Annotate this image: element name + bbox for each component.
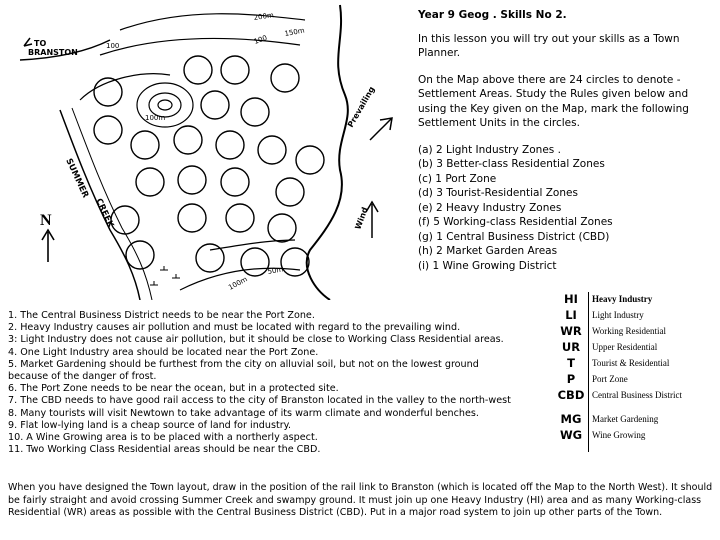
settlement-circle[interactable] xyxy=(131,131,159,159)
key-abbr: WG xyxy=(559,428,583,442)
map-key xyxy=(554,292,716,444)
key-desc: Central Business District xyxy=(592,390,682,400)
key-desc: Wine Growing xyxy=(592,430,646,440)
key-desc: Light Industry xyxy=(592,310,644,320)
key-row xyxy=(554,412,716,428)
settlement-units-list xyxy=(418,143,714,274)
rule-item: 11. Two Working Class Residential areas should be near the CBD. xyxy=(8,444,321,456)
key-abbr: WR xyxy=(560,324,582,338)
key-divider xyxy=(588,292,589,452)
key-abbr: MG xyxy=(560,412,582,426)
contour-150 xyxy=(100,38,300,55)
list-item: (i) 1 Wine Growing District xyxy=(418,259,557,272)
list-item: (f) 5 Working-class Residential Zones xyxy=(418,216,613,228)
rules-list xyxy=(8,310,556,456)
hill-contour-top xyxy=(158,100,172,110)
key-row xyxy=(554,308,716,324)
settlement-circles xyxy=(94,56,324,276)
settlement-circle[interactable] xyxy=(296,146,324,174)
key-row xyxy=(554,428,716,444)
key-row xyxy=(554,292,716,308)
footer-instructions: When you have designed the Town layout, draw in the position of the rail link to Branston (which is located off the Map to the North West). It should be fairly straight and avoid crossing Summer Creek and swampy ground. It must join up one Heavy Industry (HI) area and as many Working-class Residential (WR) areas as possible with the Central Business District (CBD). Put in a major road system to join up other parts of the Town. xyxy=(8,482,713,519)
settlement-circle[interactable] xyxy=(258,136,286,164)
key-row xyxy=(554,324,716,340)
key-row xyxy=(554,388,716,412)
prevailing-wind-arrow xyxy=(370,118,392,140)
key-abbr: CBD xyxy=(557,388,585,402)
key-row xyxy=(554,372,716,388)
wind-label: Wind xyxy=(353,205,370,231)
rule-item: 1. The Central Business District needs to be near the Port Zone. xyxy=(8,310,315,321)
key-abbr: HI xyxy=(564,292,578,306)
key-desc: Market Gardening xyxy=(592,414,659,424)
summer-label: SUMMER xyxy=(63,157,91,200)
settlement-map xyxy=(0,0,410,300)
contour-100-low-label: 100 xyxy=(252,33,269,46)
north-arrow xyxy=(42,230,54,262)
key-desc: Upper Residential xyxy=(592,342,658,352)
key-desc: Tourist & Residential xyxy=(592,358,670,368)
list-item: (d) 3 Tourist-Residential Zones xyxy=(418,187,578,199)
key-row xyxy=(554,356,716,372)
contour-200-label: 200m xyxy=(253,11,275,22)
key-abbr: LI xyxy=(565,308,577,322)
key-abbr: P xyxy=(566,372,576,386)
to-label: TO xyxy=(34,39,47,48)
contour-100-hill-label: 100m xyxy=(145,114,166,122)
settlement-circle[interactable] xyxy=(241,248,269,276)
creek-label: CREEK xyxy=(93,197,116,230)
rule-item: 10. A Wine Growing area is to be placed with a northerly aspect. xyxy=(8,432,318,444)
branston-label: BRANSTON xyxy=(28,48,78,57)
wind-arrow xyxy=(366,202,378,238)
rule-item: 5. Market Gardening should be furthest from the city on alluvial soil, but not on the lowest ground xyxy=(8,358,479,370)
rule-item: 7. The CBD needs to have good rail access to the city of Branston located in the valley to the north-west xyxy=(8,395,511,407)
settlement-circle[interactable] xyxy=(94,116,122,144)
key-desc: Port Zone xyxy=(592,374,628,384)
settlement-circle[interactable] xyxy=(136,168,164,196)
settlement-circle[interactable] xyxy=(178,166,206,194)
settlement-circle[interactable] xyxy=(268,214,296,242)
contour-100 xyxy=(80,74,170,100)
settlement-circle[interactable] xyxy=(111,206,139,234)
settlement-circle[interactable] xyxy=(178,204,206,232)
key-abbr: T xyxy=(567,356,575,370)
settlement-circle[interactable] xyxy=(241,98,269,126)
rule-item: 4. One Light Industry area should be located near the Port Zone. xyxy=(8,346,319,358)
settlement-circle[interactable] xyxy=(281,248,309,276)
coastline xyxy=(307,5,348,300)
rule-item: 6. The Port Zone needs to be near the ocean, but in a protected site. xyxy=(8,383,339,395)
instructions-text: On the Map above there are 24 circles to denote -Settlement Areas. Study the Rules given below and using the Key given on the Map, mark the following Settlement Units in the circles. xyxy=(418,73,689,129)
settlement-circle[interactable] xyxy=(201,91,229,119)
settlement-circle[interactable] xyxy=(276,178,304,206)
list-item: (a) 2 Light Industry Zones . xyxy=(418,143,561,156)
contour-100-bottom-label: 100m xyxy=(227,275,249,292)
contour-50-label: 50m xyxy=(266,265,284,276)
key-abbr: UR xyxy=(561,340,581,354)
branston-arrow xyxy=(24,38,32,46)
rule-item: 9. Flat low-lying land is a cheap source of land for industry. xyxy=(8,419,292,431)
list-item: (b) 3 Better-class Residential Zones xyxy=(418,158,605,170)
key-desc: Heavy Industry xyxy=(592,294,653,304)
settlement-circle[interactable] xyxy=(184,56,212,84)
list-item: (c) 1 Port Zone xyxy=(418,172,497,185)
rule-item: 8. Many tourists will visit Newtown to take advantage of its warm climate and wonderful benches. xyxy=(8,407,479,419)
contour-100-label: 100 xyxy=(106,42,120,50)
settlement-circle[interactable] xyxy=(221,56,249,84)
summer-creek-bank xyxy=(72,108,152,300)
settlement-circle[interactable] xyxy=(126,241,154,269)
page-title: Year 9 Geog . Skills No 2. xyxy=(418,9,567,21)
north-label: N xyxy=(40,212,52,229)
key-row xyxy=(554,340,716,356)
settlement-circle[interactable] xyxy=(226,204,254,232)
settlement-circle[interactable] xyxy=(174,126,202,154)
settlement-circle[interactable] xyxy=(271,64,299,92)
contour-200 xyxy=(120,14,305,30)
instructions-panel xyxy=(418,8,714,273)
key-desc: Working Residential xyxy=(592,326,667,336)
settlement-circle[interactable] xyxy=(196,244,224,272)
swamp-symbols xyxy=(150,266,180,285)
settlement-circle[interactable] xyxy=(216,131,244,159)
list-item: (h) 2 Market Garden Areas xyxy=(418,245,558,257)
prevailing-label: Prevailing xyxy=(345,85,377,129)
rule-item: because of the danger of frost. xyxy=(8,371,157,383)
rule-item: 3: Light Industry does not cause air pollution, but it should be close to Working Class Residential areas. xyxy=(8,334,504,346)
contour-150-label: 150m xyxy=(283,26,306,38)
list-item: (g) 1 Central Business District (CBD) xyxy=(418,230,610,243)
rule-item: 2. Heavy Industry causes air pollution and must be located with regard to the prevailing wind. xyxy=(8,322,461,334)
settlement-circle[interactable] xyxy=(221,168,249,196)
list-item: (e) 2 Heavy Industry Zones xyxy=(418,201,562,214)
intro-text: In this lesson you will try out your skills as a Town Planner. xyxy=(418,32,680,59)
